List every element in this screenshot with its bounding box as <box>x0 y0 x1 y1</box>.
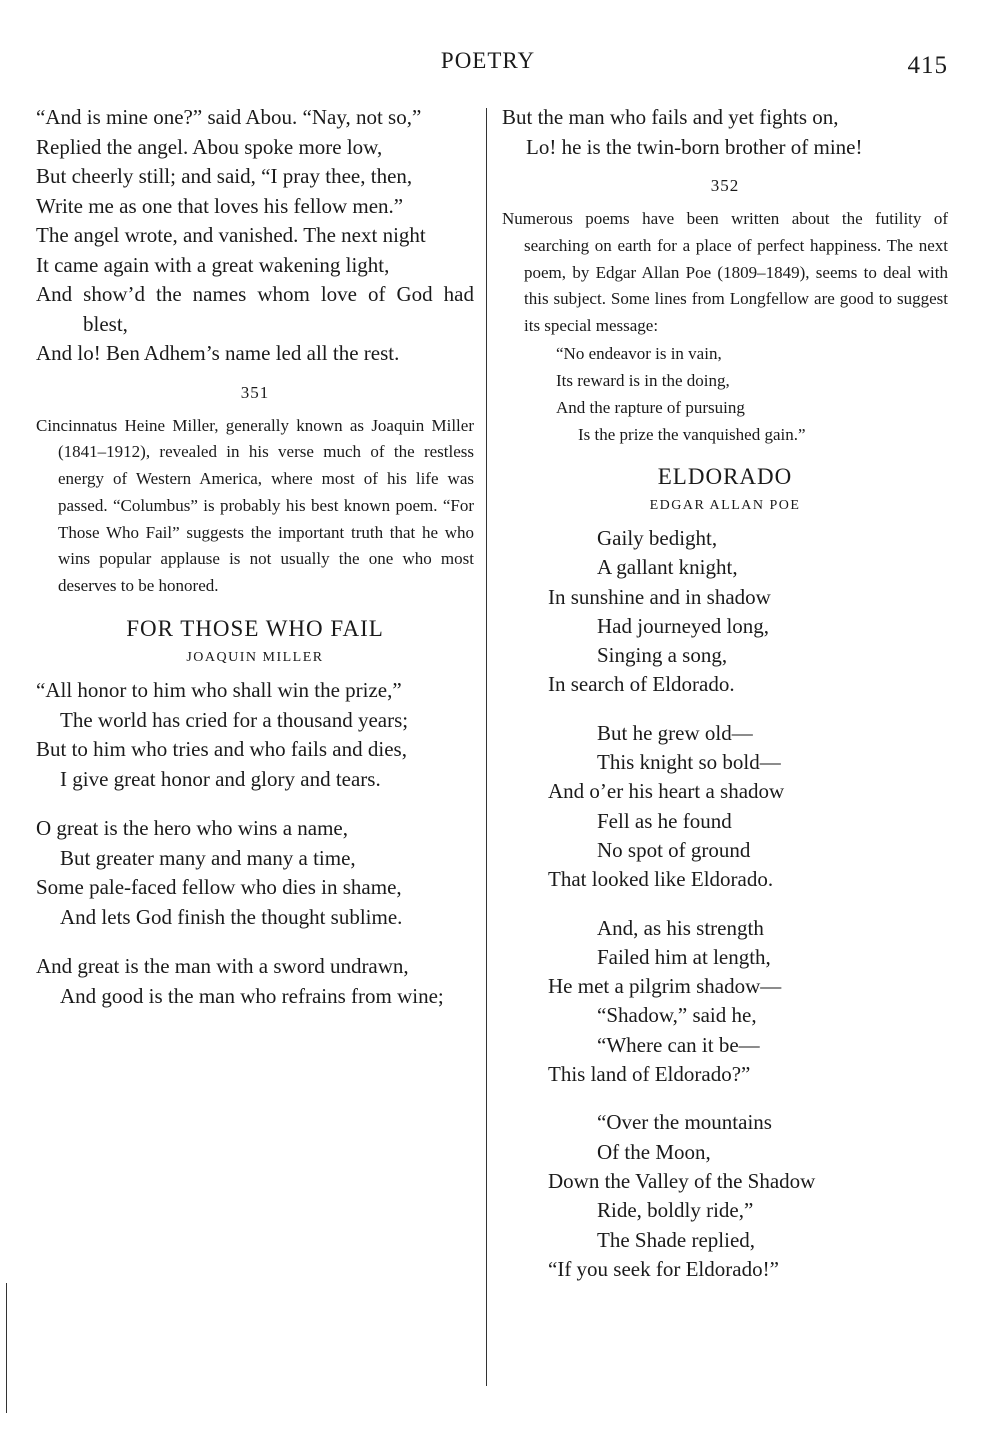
verse-line: “If you seek for Eldorado!” <box>548 1256 779 1281</box>
longfellow-quote <box>502 340 948 448</box>
verse-line: And, as his strength <box>597 915 764 940</box>
column-divider <box>486 108 487 1386</box>
verse-line: The Shade replied, <box>597 1227 756 1252</box>
verse-line: But the man who fails and yet fights on, <box>502 105 839 129</box>
poem-stanza <box>36 952 474 1011</box>
margin-rule <box>6 1283 7 1413</box>
verse-line: Fell as he found <box>597 808 732 833</box>
editorial-note: Cincinnatus Heine Miller, generally known as Joaquin Miller (1841–1912), revealed in his verse much of the restless energy of Western America, where most of his life was passed. “Columbus” is probably his best known poem. “For Those Who Fail” suggests the important truth that he who wins popular applause is not usually the one who most deserves to be honored. <box>36 415 474 596</box>
verse-line: I give great honor and glory and tears. <box>60 766 381 791</box>
verse-line: Ride, boldly ride,” <box>597 1198 754 1223</box>
verse-line: Of the Moon, <box>597 1139 711 1164</box>
page-number: 415 <box>907 52 948 79</box>
verse-line: Replied the angel. Abou spoke more low, <box>36 134 383 159</box>
section-number: 351 <box>240 382 270 402</box>
verse-line: Gaily bedight, <box>597 525 718 550</box>
quote-line: Its reward is in the doing, <box>556 370 730 390</box>
poem-stanza-continued <box>502 103 948 162</box>
verse-line: “Where can it be— <box>597 1032 760 1057</box>
section-number: 352 <box>710 176 740 195</box>
eldorado-stanza <box>502 914 948 1090</box>
verse-line: And show’d the names whom love of God had blest, <box>36 282 474 336</box>
left-column <box>36 103 474 1011</box>
poem-author: EDGAR ALLAN POE <box>649 497 801 513</box>
verse-line: This knight so bold— <box>597 750 781 775</box>
verse-line: And lo! Ben Adhem’s name led all the rest. <box>36 341 400 365</box>
verse-line: “Shadow,” said he, <box>597 1003 757 1028</box>
verse-line: Some pale-faced fellow who dies in shame, <box>36 875 402 900</box>
verse-line: Failed him at length, <box>597 944 771 969</box>
verse-line: And good is the man who refrains from wine; <box>60 983 444 1008</box>
page-header-title: POETRY <box>440 48 536 73</box>
verse-line: In search of Eldorado. <box>548 672 735 697</box>
verse-line: In sunshine and in shadow <box>548 584 771 609</box>
verse-line: Down the Valley of the Shadow <box>548 1168 816 1193</box>
verse-line: It came again with a great wakening light, <box>36 252 390 277</box>
verse-line: The world has cried for a thousand years; <box>60 707 409 732</box>
quote-line: Is the prize the vanquished gain.” <box>578 424 806 444</box>
verse-line: But he grew old— <box>597 720 753 745</box>
verse-line: The angel wrote, and vanished. The next night <box>36 223 426 247</box>
verse-line: But cheerly still; and said, “I pray thee, then, <box>36 164 413 188</box>
quote-line: And the rapture of pursuing <box>556 397 745 417</box>
verse-line: No spot of ground <box>597 837 751 862</box>
verse-line: Lo! he is the twin-born brother of mine! <box>526 134 863 159</box>
verse-line: But greater many and many a time, <box>60 845 356 870</box>
verse-line: “And is mine one?” said Abou. “Nay, not so,” <box>36 105 422 129</box>
verse-line: “All honor to him who shall win the prize,” <box>36 678 402 703</box>
verse-line: O great is the hero who wins a name, <box>36 816 348 841</box>
verse-line: And o’er his heart a shadow <box>548 779 785 804</box>
right-column <box>502 103 948 1284</box>
eldorado-stanza <box>502 719 948 895</box>
verse-line: “Over the mountains <box>597 1110 772 1135</box>
poem-title: ELDORADO <box>657 463 793 489</box>
eldorado-stanza <box>502 1108 948 1284</box>
verse-line: A gallant knight, <box>597 555 738 580</box>
verse-line: Singing a song, <box>597 643 728 668</box>
verse-line: And lets God finish the thought sublime. <box>60 904 403 929</box>
poem-author: JOAQUIN MILLER <box>186 650 324 666</box>
eldorado-stanza <box>502 524 948 700</box>
verse-line: He met a pilgrim shadow— <box>548 974 782 999</box>
poem-stanza <box>36 676 474 794</box>
editorial-note: Numerous poems have been written about the futility of searching on earth for a place of perfect happiness. The next poem, by Edgar Allan Poe (1809–1849), seems to deal with this subject. Some lines from Longfellow are good to suggest its special message: <box>502 209 948 336</box>
verse-line: This land of Eldorado?” <box>548 1062 751 1087</box>
verse-line: That looked like Eldorado. <box>548 867 774 892</box>
verse-line: But to him who tries and who fails and dies, <box>36 737 407 762</box>
verse-line: Had journeyed long, <box>597 613 770 638</box>
poem-stanza <box>36 814 474 932</box>
poem-title: FOR THOSE WHO FAIL <box>126 616 384 642</box>
verse-line: And great is the man with a sword undrawn, <box>36 954 409 979</box>
abou-ben-adhem-stanza <box>36 103 474 369</box>
verse-line: Write me as one that loves his fellow men.” <box>36 193 404 218</box>
quote-line: “No endeavor is in vain, <box>556 343 722 363</box>
